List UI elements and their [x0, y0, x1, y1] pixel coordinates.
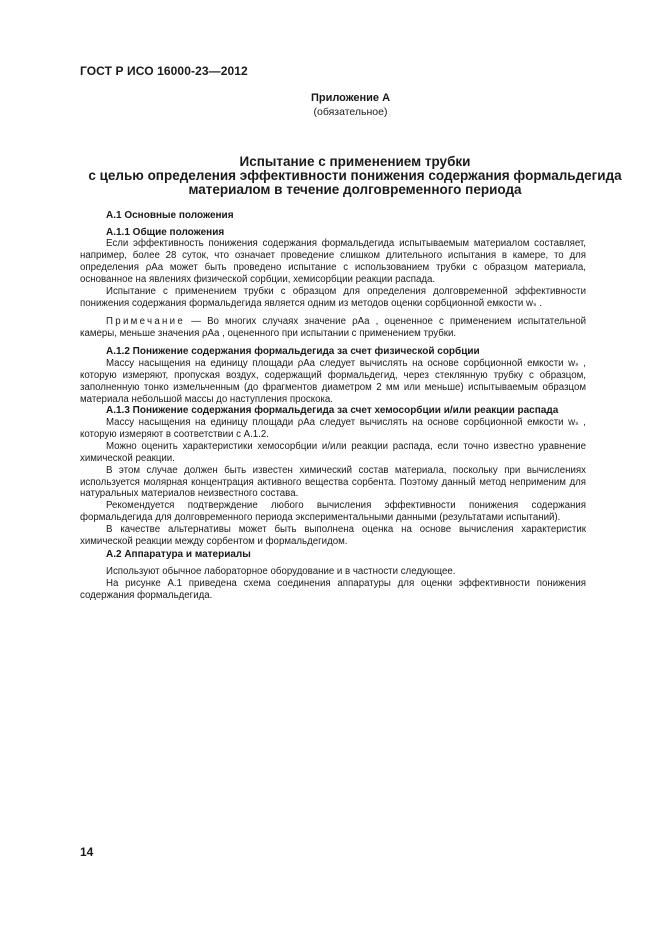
section-body-a2: [80, 566, 586, 602]
section-body-a1-3: [80, 417, 586, 548]
paragraph: Массу насыщения на единицу площади ρAa следует вычислять на основе сорбционной емкости wₛ , которую измеряют, пропуская воздух, содержащий формальдегид, через стеклянную трубку с образцом, заполненную тонко измельченным (до фрагментов диаметром 2 мм или меньше) испытываемым образцом материала небольшой массы до наступления проскока.: [80, 358, 586, 405]
section-heading-a1-1: А.1.1 Общие положения: [106, 227, 225, 238]
section-heading-a1-3: А.1.3 Понижение содержания формальдегида за счет хемосорбции и/или реакции распада: [106, 405, 559, 416]
appendix-label: Приложение А: [310, 92, 391, 104]
paragraph: Используют обычное лабораторное оборудование и в частности следующее.: [106, 566, 456, 577]
page-title-line-3: материалом в течение долговременного периода: [188, 182, 522, 197]
paragraph: Испытание с применением трубки с образцом для определения долговременной эффективности понижения содержания формальдегида является одним из методов оценки сорбционной емкости wₛ .: [80, 285, 586, 309]
page-number: 14: [80, 845, 94, 859]
appendix-status: (обязательное): [313, 106, 388, 118]
page-title-line-2: с целью определения эффективности понижения содержания формальдегида: [88, 168, 622, 183]
section-body-a1-2: [80, 358, 586, 406]
document-id: ГОСТ Р ИСО 16000-23—2012: [80, 64, 248, 78]
paragraph: Если эффективность понижения содержания формальдегида испытываемым материалом составляет, например, более 28 суток, что означает проведение слишком длительного испытания в камере, то для определения ρAa может быть проведено испытание с использованием трубки с образцом материала, основанное на явлениях физической сорбции, хемисорбции реакции распада.: [80, 238, 586, 285]
paragraph: Можно оценить характеристики хемосорбции и/или реакции распада, если точно известно уравнение химической реакции.: [80, 440, 586, 464]
paragraph: На рисунке А.1 приведена схема соединения аппаратуры для оценки эффективности понижения содержания формальдегида.: [80, 577, 586, 601]
section-heading-a1: А.1 Основные положения: [106, 210, 234, 221]
section-heading-a1-2: А.1.2 Понижение содержания формальдегида за счет физической сорбции: [106, 346, 480, 357]
paragraph: Рекомендуется подтверждение любого вычисления эффективности понижения содержания формальдегида для долговременного периода экспериментальными данными (результатами испытаний).: [80, 500, 586, 524]
paragraph: Массу насыщения на единицу площади ρAa следует вычислять на основе сорбционной емкости wₛ , которую измеряют в соответствии с А.1.2.: [80, 417, 586, 440]
paragraph: В качестве альтернативы может быть выполнена оценка на основе вычисления характеристик химической реакции между сорбентом и формальдегидом.: [80, 524, 586, 548]
page-title-line-1: Испытание с применением трубки: [239, 154, 471, 169]
note: [80, 316, 586, 340]
section-body-a1-1: [80, 238, 586, 309]
paragraph: В этом случае должен быть известен химический состав материала, поскольку при вычислениях используется молярная концентрация активного вещества сорбента. Поэтому данный метод неприменим для натуральных материалов неизвестного состава.: [80, 464, 586, 500]
section-heading-a2: А.2 Аппаратура и материалы: [106, 549, 251, 560]
note-label: Примечание: [106, 316, 186, 327]
note-text: — Во многих случаях значение ρAa , оцененное с применением испытательной камеры, меньше значения ρAa , оцененного при испытании с применением трубки.: [80, 316, 586, 339]
